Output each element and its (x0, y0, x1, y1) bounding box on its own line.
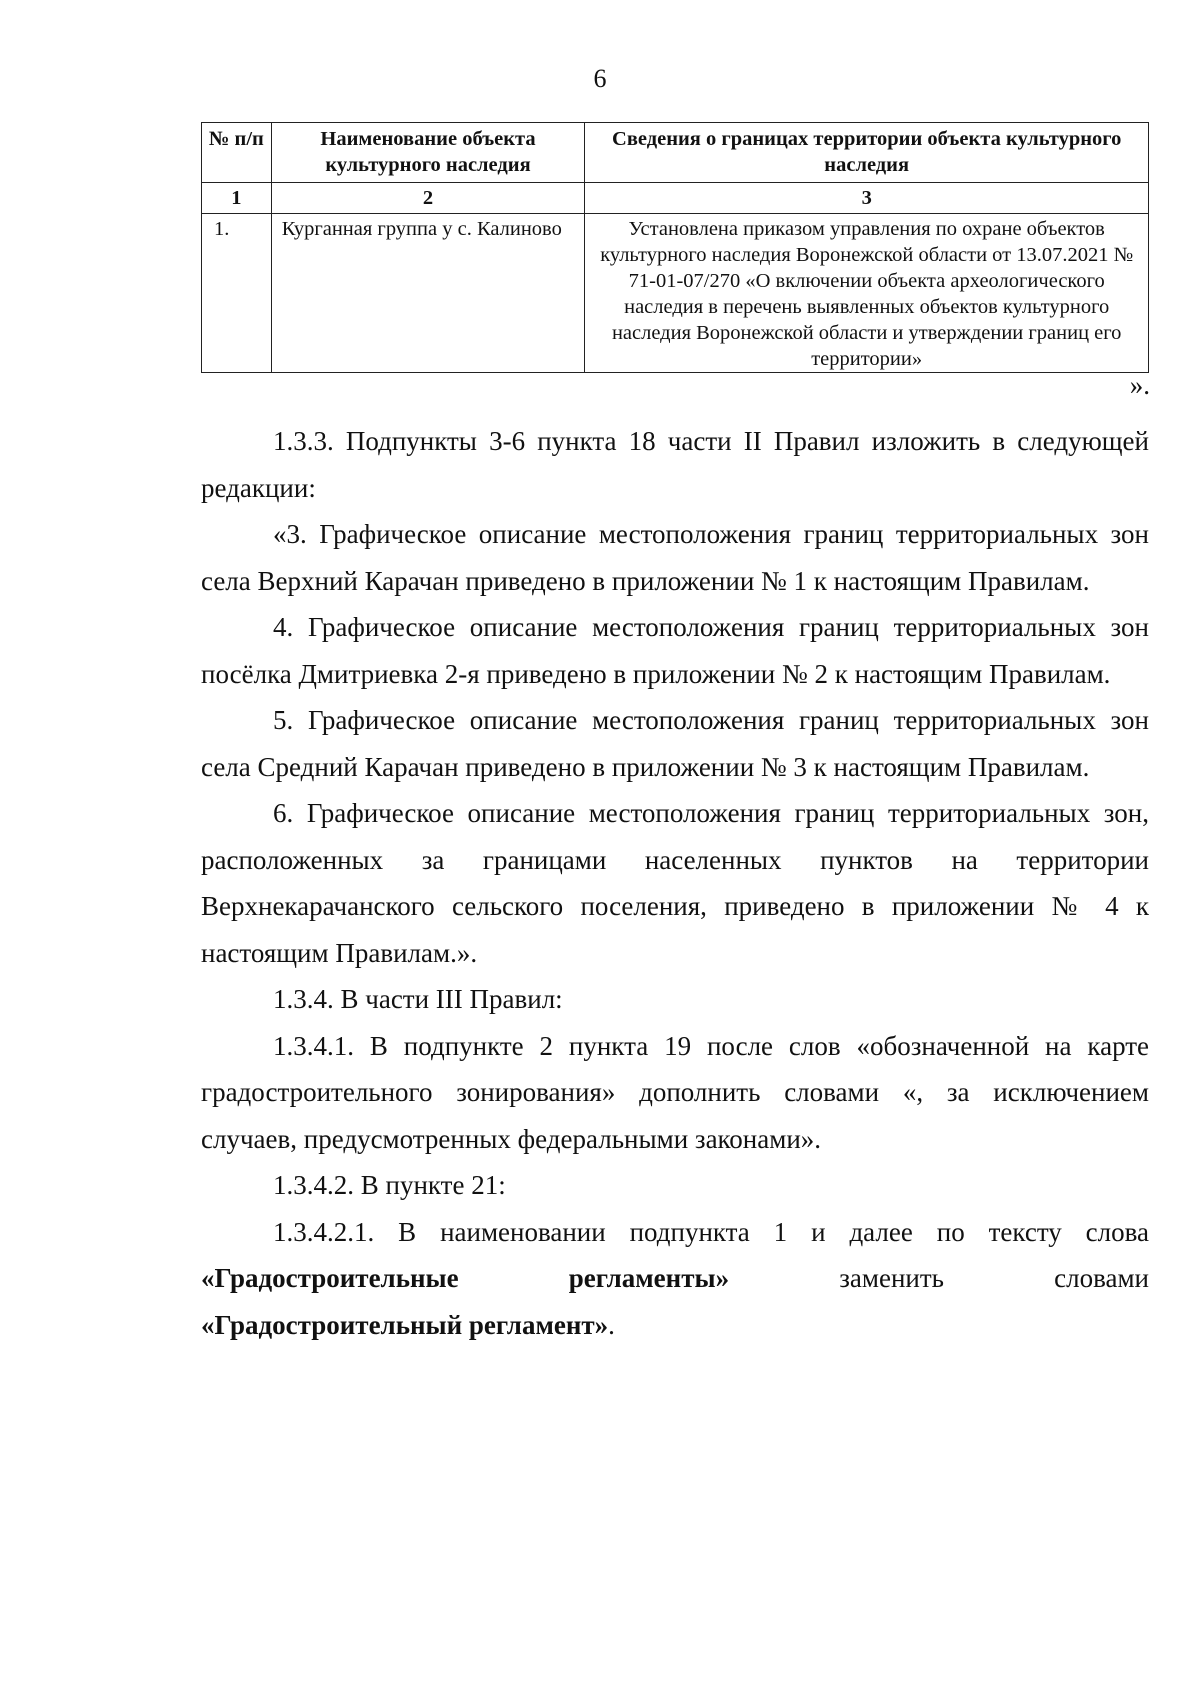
table-header-row (202, 123, 1149, 183)
paragraph-intro-text: 1.3.4.2.1. В наименовании подпункта 1 и далее по тексту слова (273, 1216, 1149, 1247)
column-number-3: 3 (585, 183, 1149, 214)
heritage-objects-table (201, 122, 1149, 373)
row-number: 1. (202, 214, 272, 373)
replace-text: заменить словами (839, 1263, 1149, 1293)
column-number-1: 1 (202, 183, 272, 214)
header-object-name: Наименование объекта культурного наследия (271, 123, 585, 183)
paragraph-1-3-4-1: 1.3.4.1. В подпункте 2 пункта 19 после слов «обозначенной на карте градостроительного зонирования» дополнить словами «, за исключением случаев, предусмотренных федеральными законами». (201, 1030, 1149, 1154)
paragraph-item-4: 4. Графическое описание местоположения границ территориальных зон посёлка Дмитриевка 2-я приведено в приложении № 2 к настоящим Правилам. (201, 612, 1149, 689)
header-number: № п/п (202, 123, 272, 183)
row-territory-info: Установлена приказом управления по охране объектов культурного наследия Воронежской области от 13.07.2021 № 71-01-07/270 «О включении объекта археологического наследия в перечень выявленных объектов культурного наследия Воронежской области и утверждении границ его территории» (585, 214, 1149, 373)
paragraph-item-5: 5. Графическое описание местоположения границ территориальных зон села Средний Карачан приведено в приложении № 3 к настоящим Правилам. (201, 705, 1149, 782)
paragraph-1-3-4-2: 1.3.4.2. В пункте 21: (273, 1170, 506, 1200)
old-term-bold: «Градостроительные регламенты» (201, 1263, 730, 1293)
paragraph-item-6: 6. Графическое описание местоположения границ территориальных зон, расположенных за границами населенных пунктов на территории Верхнекарачанского сельского поселения, приведено в приложении № 4 к настоящим Правилам.». (201, 798, 1149, 968)
paragraph-1-3-4: 1.3.4. В части III Правил: (273, 984, 563, 1014)
paragraph-1-3-4-2-1 (201, 1209, 1149, 1302)
paragraph-1-3-3: 1.3.3. Подпункты 3-6 пункта 18 части II Правил изложить в следующей редакции: (201, 426, 1149, 503)
document-body (201, 418, 1149, 1348)
table-row (202, 214, 1149, 373)
paragraph-end-punctuation: . (608, 1309, 615, 1340)
quote-closing-mark: ». (1129, 370, 1150, 400)
column-number-2: 2 (271, 183, 585, 214)
column-numbers-row (202, 183, 1149, 214)
paragraph-1-3-4-2-1-continued (201, 1302, 1149, 1349)
page-number: 6 (593, 64, 607, 93)
new-term-bold: «Градостроительный регламент» (201, 1309, 609, 1340)
row-object-name: Курганная группа у с. Калиново (271, 214, 585, 373)
paragraph-item-3: «3. Графическое описание местоположения границ территориальных зон села Верхний Карачан приведено в приложении № 1 к настоящим Правилам. (201, 519, 1149, 596)
header-territory-info: Сведения о границах территории объекта культурного наследия (585, 123, 1149, 183)
